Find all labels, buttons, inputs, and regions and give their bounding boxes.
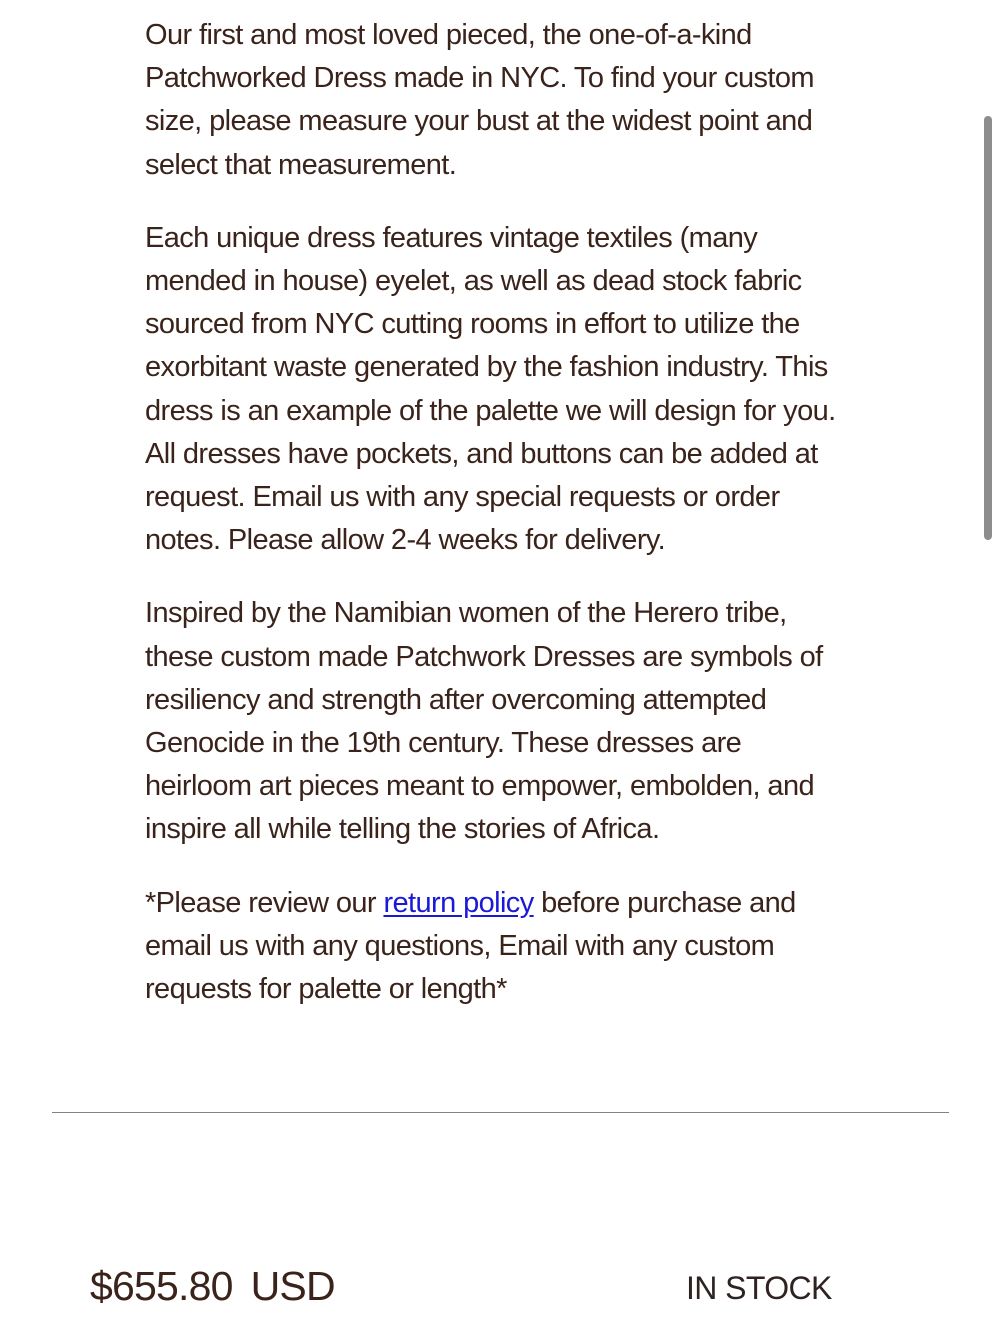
product-price <box>90 1263 335 1310</box>
return-policy-link[interactable]: return policy <box>383 886 534 919</box>
description-paragraph: Each unique dress features vintage textiles (many mended in house) eyelet, as well as dead stock fabric sourced from NYC cutting rooms in effort to utilize the exorbitant waste generated by the fashion industry. This dress is an example of the palette we will design for you. All dresses have pockets, and buttons can be added at request. Email us with any special requests or order notes. Please allow 2-4 weeks for delivery. <box>145 221 836 557</box>
stock-status: IN STOCK <box>686 1270 832 1306</box>
return-policy-note <box>145 882 845 1012</box>
product-description <box>145 14 845 1041</box>
description-paragraph: Our first and most loved pieced, the one-of-a-kind Patchworked Dress made in NYC. To find your custom size, please measure your bust at the widest point and select that measurement. <box>145 19 814 181</box>
note-prefix: *Please review our <box>145 886 384 919</box>
price-amount: $655.80 <box>90 1263 233 1309</box>
scrollbar-thumb[interactable] <box>984 116 992 540</box>
price-currency: USD <box>250 1263 335 1309</box>
note-suffix: before purchase and email us with any questions, Email with any custom requests for palette or length* <box>145 886 796 1006</box>
description-paragraph: Inspired by the Namibian women of the Herero tribe, these custom made Patchwork Dresses are symbols of resiliency and strength after overcoming attempted Genocide in the 19th century. These dresses are heirloom art pieces meant to empower, embolden, and inspire all while telling the stories of Africa. <box>145 597 823 846</box>
section-divider <box>52 1112 949 1113</box>
